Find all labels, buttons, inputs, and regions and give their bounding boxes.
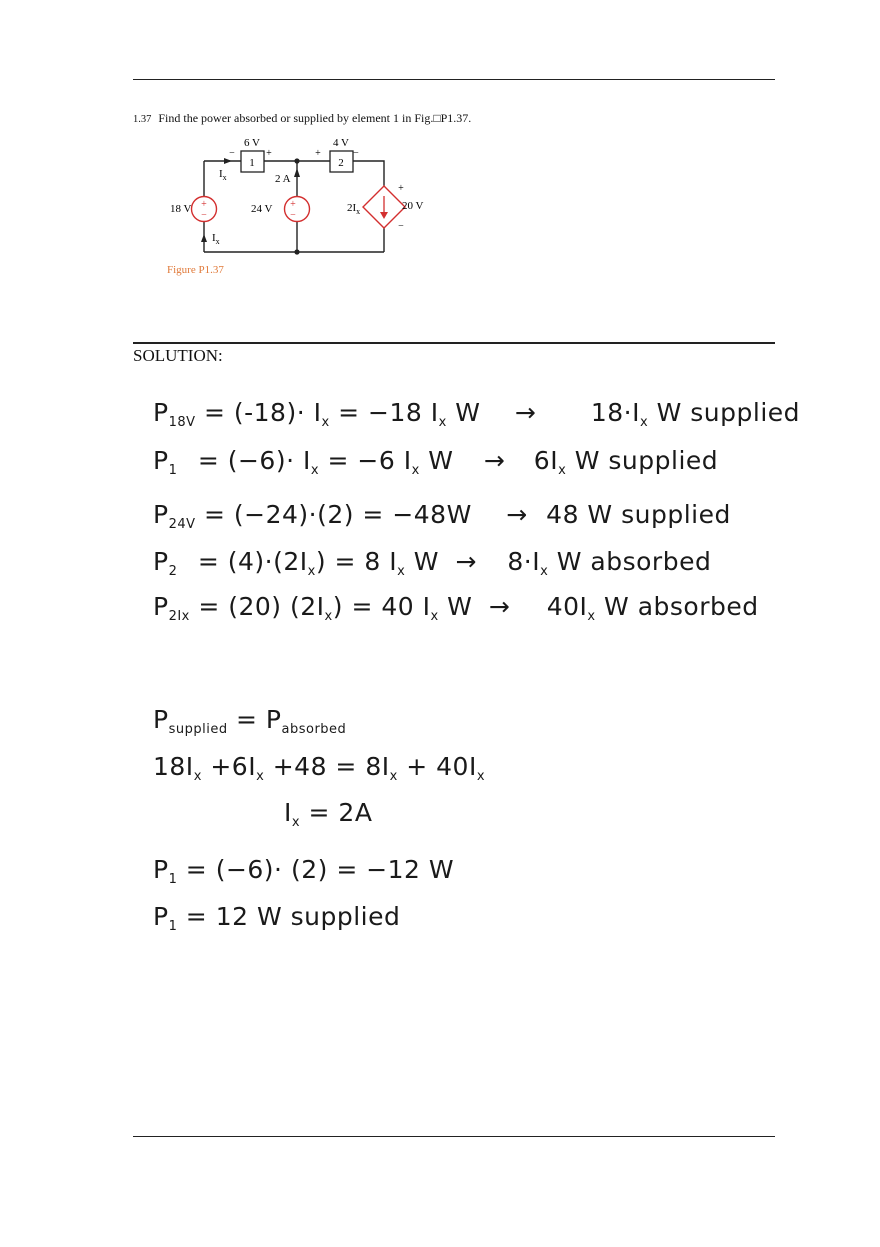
solution-rule bbox=[133, 342, 775, 344]
p1-final: $P_1 = 12$ W supplied bbox=[153, 902, 401, 934]
power-line-dependent: $P_{2Ix} = (20) (2I_x) = 40$ $I_x$ $W \to 40I_x$ W absorbed bbox=[153, 592, 759, 624]
junction-bottom bbox=[294, 249, 299, 254]
element-1-plus: + bbox=[266, 148, 272, 159]
source-24v-minus: − bbox=[290, 210, 296, 221]
figure-caption: Figure P1.37 bbox=[167, 264, 224, 276]
junction-top bbox=[294, 158, 299, 163]
source-18v-label: 18 V bbox=[170, 203, 192, 215]
dependent-minus: − bbox=[398, 221, 404, 232]
balance-equation: $18I_x +6I_x +48 = 8I_x + 40I_x$ bbox=[153, 752, 486, 784]
power-line-18v: $P_{18V} = (-18)\cdot I_x = -18$ $I_x$ $W \to 18\cdot I_x$ W supplied bbox=[153, 398, 801, 430]
ix-left-arrow-icon bbox=[201, 234, 207, 242]
dependent-plus: + bbox=[398, 183, 404, 194]
power-line-24v: $P_{24V} = (-24)\cdot(2) = -48W \to 48$ W supplied bbox=[153, 500, 731, 532]
p1-calculation: $P_1 = (-6)\cdot (2) = -12$ W bbox=[153, 855, 455, 887]
element-1-label: 1 bbox=[249, 157, 255, 169]
balance-line: $P_{supplied} = P_{absorbed}$ bbox=[153, 705, 347, 737]
wire-top-right bbox=[353, 161, 384, 186]
element-2-plus: + bbox=[315, 148, 321, 159]
solution-heading: SOLUTION: bbox=[133, 346, 223, 365]
ix-top-label: $I_x$ bbox=[219, 168, 227, 182]
dependent-gain-label: $2I_x$ bbox=[347, 202, 361, 216]
source-24v-label: 24 V bbox=[251, 203, 273, 215]
power-line-2: $P_2 = (4)\cdot(2I_x) = 8$ $I_x$ $W \to 8\cdot I_x$ W absorbed bbox=[153, 547, 712, 579]
source-18v-plus: + bbox=[201, 199, 207, 210]
circuit-diagram bbox=[0, 0, 880, 300]
ix-result: $I_x = 2A$ bbox=[284, 798, 373, 830]
current-2a-arrow-icon bbox=[294, 168, 300, 177]
source-18v-minus: − bbox=[201, 210, 207, 221]
element-2-label: 2 bbox=[338, 157, 344, 169]
source-24v-symbol bbox=[285, 197, 310, 222]
bottom-rule bbox=[133, 1136, 775, 1137]
problem-number: 1.37 bbox=[133, 114, 152, 125]
element-1-minus: − bbox=[229, 148, 235, 159]
element-2-voltage: 4 V bbox=[333, 137, 349, 149]
power-line-1: $P_1 = (-6)\cdot I_x = -6$ $I_x$ $W \to 6I_x$ W supplied bbox=[153, 446, 719, 478]
current-2a-label: 2 A bbox=[275, 173, 291, 185]
source-24v-plus: + bbox=[290, 199, 296, 210]
dependent-voltage-label: 20 V bbox=[402, 200, 424, 212]
problem-text: Find the power absorbed or supplied by element 1 in Fig.□P1.37. bbox=[158, 111, 472, 125]
element-1-voltage: 6 V bbox=[244, 137, 260, 149]
element-2-minus: − bbox=[353, 148, 359, 159]
ix-left-label: $I_x$ bbox=[212, 232, 220, 246]
